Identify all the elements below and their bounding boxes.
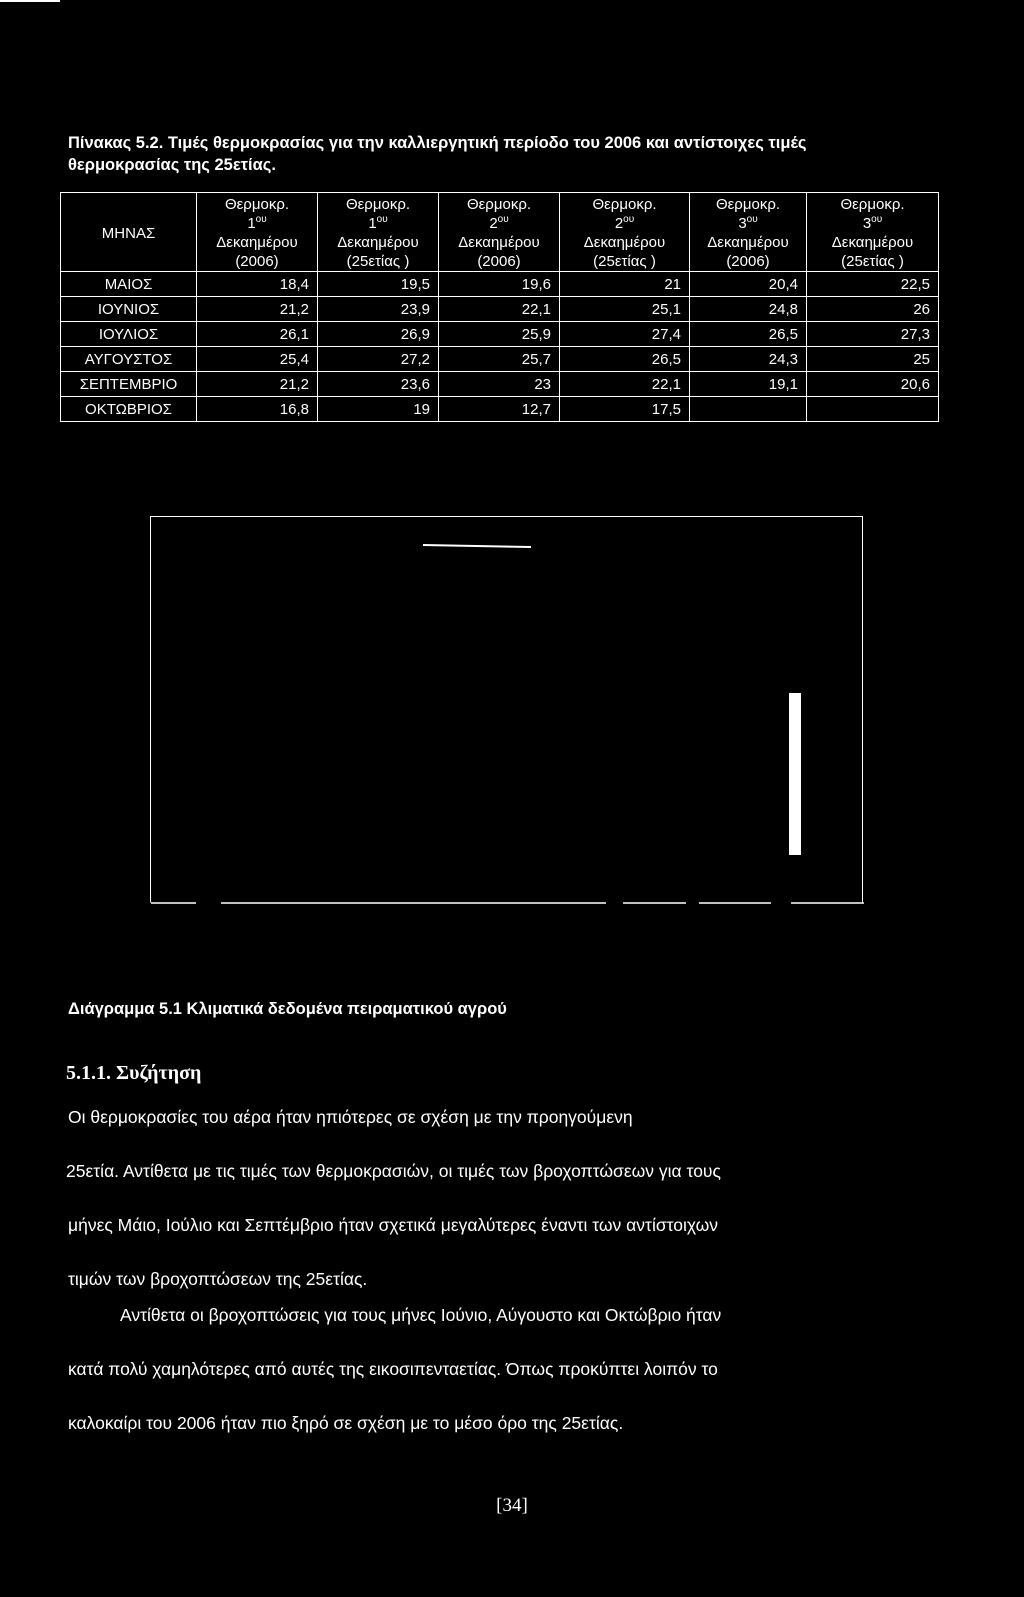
paragraph-line: Αντίθετα οι βροχοπτώσεις για τους μήνες Ιούνιο, Αύγουστο και Οκτώβριο ήταν xyxy=(120,1305,722,1325)
paragraph-2 xyxy=(68,1288,858,1450)
paragraph-line: μήνες Μάιο, Ιούλιο και Σεπτέμβριο ήταν σχετικά μεγαλύτερες έναντι των αντίστοιχων xyxy=(68,1215,719,1235)
column-header xyxy=(318,193,439,272)
value-cell: 16,8 xyxy=(197,397,318,422)
column-header-ordinal xyxy=(205,214,309,233)
value-cell: 26,9 xyxy=(318,322,439,347)
value-cell: 26 xyxy=(807,297,939,322)
value-cell: 17,5 xyxy=(560,397,690,422)
value-cell: 24,3 xyxy=(690,347,807,372)
column-header-line: Θερμοκρ. xyxy=(715,196,781,213)
value-cell: 19,5 xyxy=(318,272,439,297)
ordinal-suffix: ου xyxy=(871,214,883,225)
month-cell: ΣΕΠΤΕΜΒΡΙΟ xyxy=(61,372,197,397)
value-cell: 26,5 xyxy=(690,322,807,347)
column-header-line: (25ετίας ) xyxy=(593,253,656,270)
value-cell: 19,6 xyxy=(439,272,560,297)
ordinal-suffix: ου xyxy=(376,214,388,225)
month-cell: ΜΑΙΟΣ xyxy=(61,272,197,297)
ordinal-number: 1 xyxy=(247,215,256,232)
month-cell: ΙΟΥΛΙΟΣ xyxy=(61,322,197,347)
ordinal-number: 1 xyxy=(368,215,377,232)
column-header-line: Θερμοκρ. xyxy=(592,196,657,213)
value-cell: 23 xyxy=(439,372,560,397)
diagram-caption: Διάγραμμα 5.1 Κλιματικά δεδομένα πειραματικού αγρού xyxy=(68,1000,507,1018)
month-cell: ΙΟΥΝΙΟΣ xyxy=(61,297,197,322)
table-row xyxy=(61,347,939,372)
value-cell: 21,2 xyxy=(197,297,318,322)
value-cell: 18,4 xyxy=(197,272,318,297)
month-cell: ΑΥΓΟΥΣΤΟΣ xyxy=(61,347,197,372)
column-header-line: Δεκαημέρου xyxy=(216,234,298,251)
table-row xyxy=(61,397,939,422)
value-cell: 25,7 xyxy=(439,347,560,372)
table-row xyxy=(61,372,939,397)
ordinal-number: 3 xyxy=(862,215,872,232)
paragraph-line: καλοκαίρι του 2006 ήταν πιο ξηρό σε σχέση με το μέσο όρο της 25ετίας. xyxy=(68,1413,624,1433)
value-cell: 22,1 xyxy=(439,297,560,322)
column-header xyxy=(439,193,560,272)
temperature-table xyxy=(60,192,939,422)
table-header-row xyxy=(61,193,939,272)
section-heading: 5.1.1. Συζήτηση xyxy=(66,1062,202,1084)
value-cell: 22,1 xyxy=(560,372,690,397)
column-header-line: (25ετίας ) xyxy=(841,253,904,270)
value-cell: 25,4 xyxy=(197,347,318,372)
value-cell: 21 xyxy=(560,272,690,297)
column-header-line: Δεκαημέρου xyxy=(831,234,914,251)
chart-dash-mark xyxy=(423,545,531,547)
ordinal-number: 2 xyxy=(489,215,498,232)
table-caption: Πίνακας 5.2. Τιμές θερμοκρασίας για την καλλιεργητική περίοδο του 2006 και αντίστοιχες τιμές θερμοκρασίας της 25ετίας. xyxy=(68,134,807,174)
value-cell: 25 xyxy=(807,347,939,372)
paragraph-line: Οι θερμοκρασίες του αέρα ήταν ηπιότερες σε σχέση με την προηγούμενη xyxy=(68,1107,633,1127)
ordinal-suffix: ου xyxy=(746,214,758,225)
column-header-line: Δεκαημέρου xyxy=(707,234,789,251)
value-cell: 22,5 xyxy=(807,272,939,297)
paragraph-1 xyxy=(68,1090,858,1306)
month-cell: ΟΚΤΩΒΡΙΟΣ xyxy=(61,397,197,422)
value-cell: 27,3 xyxy=(807,322,939,347)
value-cell: 25,9 xyxy=(439,322,560,347)
ordinal-number: 3 xyxy=(738,215,747,232)
value-cell: 23,6 xyxy=(318,372,439,397)
table-row xyxy=(61,322,939,347)
column-header-ordinal xyxy=(447,214,551,233)
ordinal-suffix: ου xyxy=(497,214,509,225)
value-cell: 23,9 xyxy=(318,297,439,322)
table-row xyxy=(61,297,939,322)
column-header-ordinal xyxy=(698,214,798,233)
chart-white-bar xyxy=(789,693,801,855)
column-header-ordinal xyxy=(815,214,930,233)
paragraph-line: 25ετία. Αντίθετα με τις τιμές των θερμοκρασιών, οι τιμές των βροχοπτώσεων για τους xyxy=(66,1161,721,1181)
climate-chart-graphics xyxy=(151,517,864,904)
value-cell: 26,1 xyxy=(197,322,318,347)
column-header-line: Θερμοκρ. xyxy=(466,196,532,213)
value-cell: 19,1 xyxy=(690,372,807,397)
value-cell: 26,5 xyxy=(560,347,690,372)
column-header-line: (2006) xyxy=(235,253,279,270)
value-cell xyxy=(690,397,807,422)
value-cell: 27,4 xyxy=(560,322,690,347)
column-header-line: Δεκαημέρου xyxy=(583,234,666,251)
column-header-line: Δεκαημέρου xyxy=(458,234,540,251)
column-header xyxy=(560,193,690,272)
column-header-line: Θερμοκρ. xyxy=(840,196,905,213)
value-cell: 20,4 xyxy=(690,272,807,297)
column-header-ordinal xyxy=(568,214,681,233)
column-header-line: Θερμοκρ. xyxy=(224,196,290,213)
value-cell: 25,1 xyxy=(560,297,690,322)
ordinal-suffix: ου xyxy=(255,214,267,225)
value-cell: 24,8 xyxy=(690,297,807,322)
column-header-line: Δεκαημέρου xyxy=(337,234,419,251)
value-cell: 19 xyxy=(318,397,439,422)
paragraph-line: κατά πολύ χαμηλότερες από αυτές της εικοσιπενταετίας. Όπως προκύπτει λοιπόν το xyxy=(68,1359,718,1379)
column-header-line: (2006) xyxy=(477,253,521,270)
column-header xyxy=(807,193,939,272)
month-column-header: ΜΗΝΑΣ xyxy=(61,193,197,272)
column-header-line: (2006) xyxy=(726,253,770,270)
top-edge-line xyxy=(0,0,60,2)
value-cell: 12,7 xyxy=(439,397,560,422)
page-number: [34] xyxy=(496,1495,528,1516)
value-cell: 27,2 xyxy=(318,347,439,372)
ordinal-suffix: ου xyxy=(623,214,635,225)
column-header-ordinal xyxy=(326,214,430,233)
table-row xyxy=(61,272,939,297)
value-cell: 21,2 xyxy=(197,372,318,397)
column-header-line: Θερμοκρ. xyxy=(345,196,411,213)
climate-chart-area xyxy=(150,516,863,903)
column-header-line: (25ετίας ) xyxy=(346,253,410,270)
ordinal-number: 2 xyxy=(614,215,624,232)
paragraph-line: τιμών των βροχοπτώσεων της 25ετίας. xyxy=(68,1269,368,1289)
value-cell xyxy=(807,397,939,422)
value-cell: 20,6 xyxy=(807,372,939,397)
column-header xyxy=(197,193,318,272)
column-header xyxy=(690,193,807,272)
